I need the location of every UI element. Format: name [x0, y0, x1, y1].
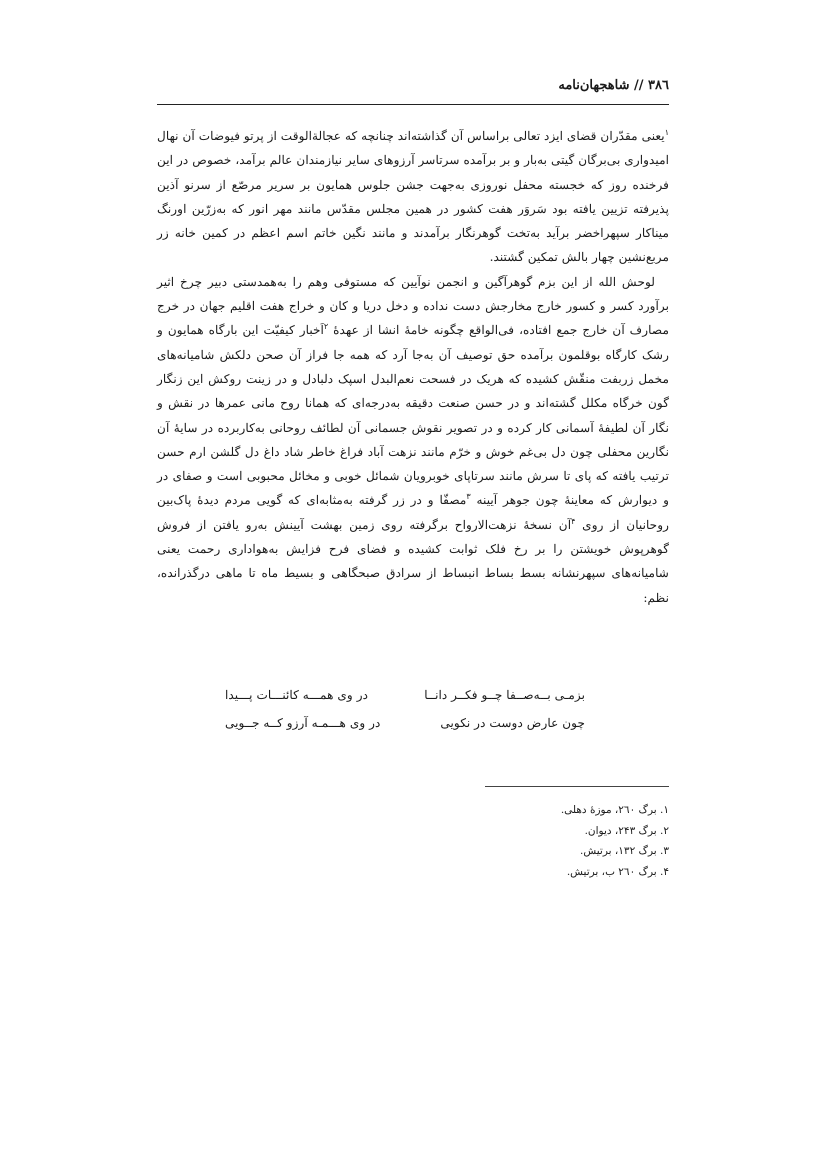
- paragraph-1: [157, 124, 669, 270]
- footnote-item: ۳. برگ ۱۳۲، برتیش.: [580, 845, 669, 857]
- verse-hemistich-right: چون عارض دوست در نکویی: [440, 716, 585, 730]
- paragraph-2: [157, 270, 669, 610]
- footnote-marker: ۱: [664, 127, 669, 137]
- running-title: ۳۸٦ // شاهجهان‌نامه: [558, 78, 669, 93]
- verse-hemistich-left: در وی هـــمـه آرزو کــه جــویی: [225, 716, 381, 730]
- verse-block: [225, 681, 585, 737]
- verse-hemistich-right: بزمـی بــه‌صــفا چــو فکــر دانــا: [424, 688, 585, 702]
- footnote-marker: ۲: [323, 322, 329, 332]
- verse-line-1: [225, 681, 585, 709]
- paragraph-text: لوحش الله از این بزم گوهرآگین و انجمن نوآیین که مستوفی وهم را به‌همدستی دبیر چرخ اثیر برآورد کسر و کسور خارج مخارجش دست نداده و دخل دریا و کان و خراج هفت اقلیم جهان در خرج مصارف آن خارج جمع افتاده، فی‌الواقع چگونه خامهٔ انشا از عهدهٔ: [157, 274, 669, 338]
- footnote-item: ۲. برگ ۲۴۳، دیوان.: [584, 824, 669, 837]
- footnote-marker: ۳: [466, 492, 471, 502]
- footnotes: [409, 800, 669, 882]
- footnote-marker: ۴: [571, 516, 576, 526]
- paragraph-text: مصفّا و در زر گرفته به‌مثابه‌ای که گویی مردم دیدهٔ پاک‌بین روحانیان از روی: [157, 493, 669, 532]
- footnote-item: ۱. برگ ۲٦۰، موزهٔ دهلی.: [560, 804, 669, 816]
- main-text: [157, 124, 669, 610]
- footnote-item: ۴. برگ ۲٦۰ ب، برتیش.: [566, 865, 669, 878]
- verse-line-2: [225, 709, 585, 737]
- footnote-divider: [485, 786, 669, 787]
- paragraph-text: آن نسخهٔ نزهت‌الارواح برگرفته روی زمین بهشت آیینش به‌رو یافتن از فروش گوهرپوش خویشتن را بر رخ فلک ثوابت کشیده و فضای فرح فزایش به‌هواداری رحمت یعنی شامیانه‌های سپهرنشانه بسط بساط انبساط از سرادق صبحگاهی و بسیط ماه تا ماهی درگذرانده، نظم:: [157, 517, 669, 605]
- paragraph-text: اَخبار کیفیّت این بارگاه همایون و رشک کارگاه بوقلمون برآمده حق توصیف آن به‌جا آرد که همه جا فراز آن صحن دلکش شامیانه‌های مخمل زربفت منقّش کشیده که هریک در فسحت نعم‌البدل اسپک دلبادل و در زینت روکش این زنگار گون خرگاه مکلل گشته‌اند و در حسن صنعت دقیقه به‌درجه‌ای که همانا روح مانی عمرها در نقش و نگار آن لطیفهٔ آسمانی کار کرده و در تصویر نقوش جسمانی آن لطائف روحانی به‌کاربرده در سایهٔ آن نگارین محفلی چون دل بی‌غم خوش و خرّم مانند نزهت آباد فراغ خاطر شاد داغ دل گلشن ارم حسن ترتیب یافته که پای تا سرش مانند سرتاپای خوبرویان شمائل خوبی و مخائل محبوبی است و صفای در و دیوارش که معاینهٔ چون جوهر آیینه: [157, 323, 669, 508]
- paragraph-text: یعنی مقدّران قضای ایزد تعالی براساس آن گذاشته‌اند چنانچه که عجالةالوقت از پرتو فیوضات آن نهال امیدواری بی‌برگان گیتی به‌بار و بر برآمده سرتاسر آرزوهای سایر نیازمندان عالم برآمد، خصوص در این فرخنده روز که خجسته محفل نوروزی به‌جهت جشن جلوس همایون بر سریر مرصّع از سرنو آذین پذیرفته تزیین یافته بود سَروَر هفت کشور در همین مجلس مقدّس مانند مهر انور که به‌زرّین اورنگ میناکار سپهراخضر برآید به‌تخت گوهرنگار برآمدند و مانند نگین خاتم اسم اعظم در کمین خانه زر مربع‌نشین چهار بالش تمکین گشتند.: [157, 129, 669, 265]
- verse-hemistich-left: در وی همـــه کائنـــات پـــیدا: [225, 688, 369, 702]
- running-header: [157, 78, 669, 105]
